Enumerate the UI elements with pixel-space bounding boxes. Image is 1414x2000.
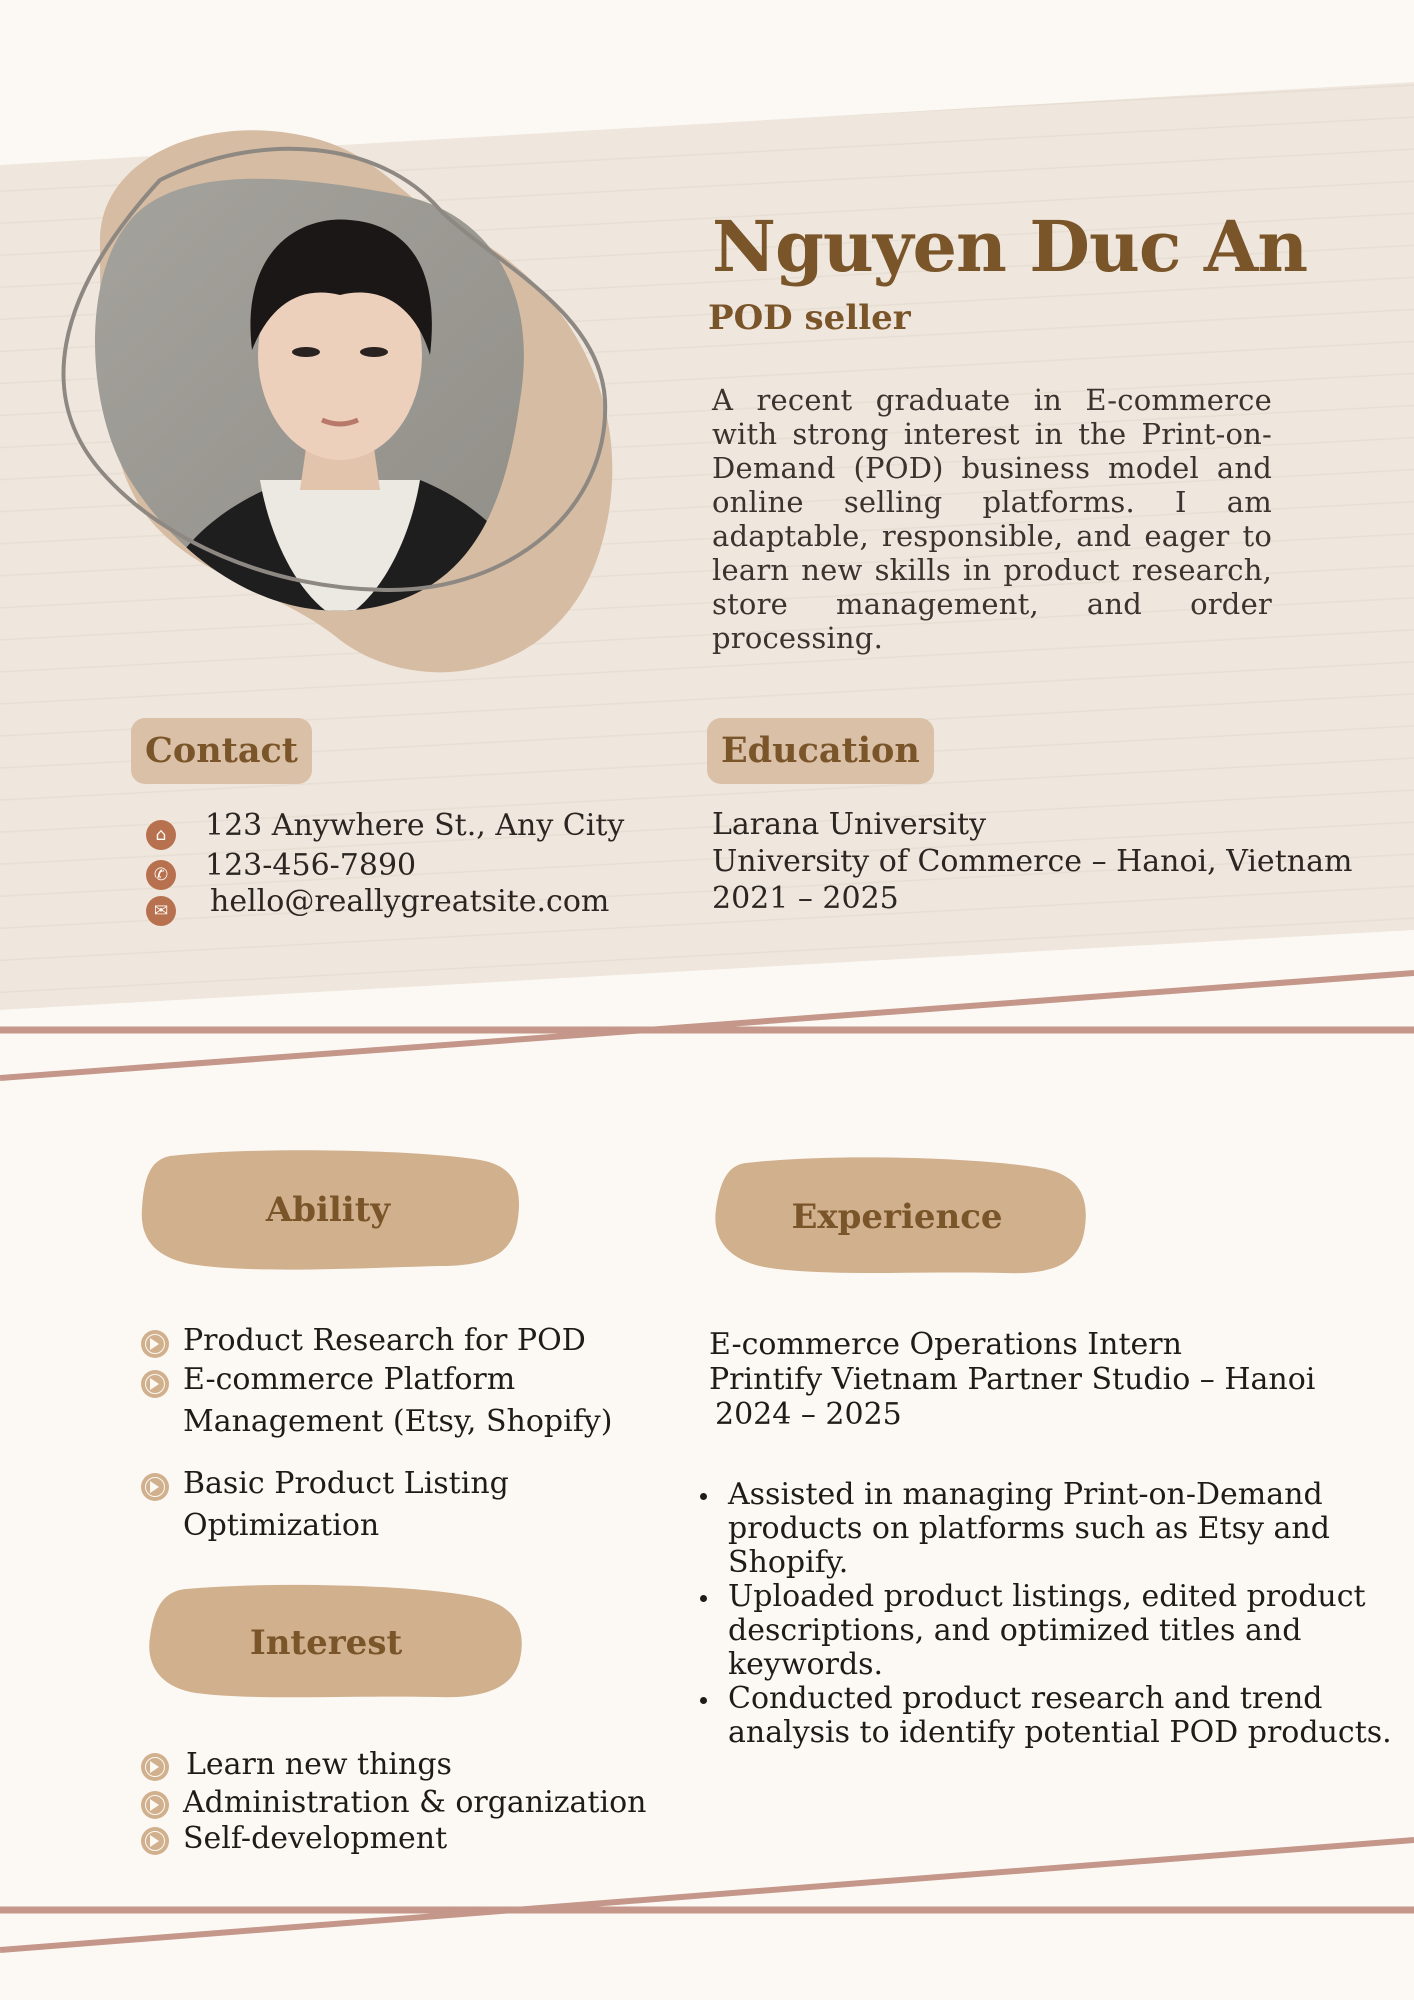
profile-photo [40, 120, 640, 680]
home-icon: ⌂ [146, 820, 176, 850]
experience-company: Printify Vietnam Partner Studio – Hanoi [709, 1362, 1316, 1397]
contact-phone: 123-456-7890 [205, 848, 417, 883]
contact-address: 123 Anywhere St., Any City [205, 808, 625, 843]
ability-item-2: E-commerce Platform [183, 1362, 516, 1397]
ability-item-1: Product Research for POD [183, 1323, 586, 1358]
experience-header [709, 1327, 1315, 1432]
interest-item-3: Self-development [183, 1821, 448, 1856]
experience-bullet-text: Uploaded product listings, edited product descriptions, and optimized titles and keywords. [728, 1579, 1366, 1682]
interest-bullet-icon [141, 1753, 169, 1781]
experience-bullet [698, 1682, 1398, 1750]
ability-bullet-icon [141, 1473, 169, 1501]
experience-bullet-text: Assisted in managing Print-on-Demand products on platforms such as Etsy and Shopify. [728, 1477, 1330, 1580]
interest-bullet-icon [141, 1791, 169, 1819]
interest-heading: Interest [249, 1623, 403, 1663]
ability-bullet-icon [141, 1370, 169, 1398]
profile-role: POD seller [708, 298, 911, 338]
contact-email: hello@reallygreatsite.com [210, 884, 610, 919]
experience-bullets [698, 1478, 1398, 1750]
experience-bullet-text: Conducted product research and trend analysis to identify potential POD products. [728, 1681, 1392, 1750]
profile-name: Nguyen Duc An [712, 205, 1308, 288]
education-details [712, 806, 1352, 917]
bullet-dot-icon [700, 1493, 707, 1500]
experience-position: E-commerce Operations Intern [709, 1327, 1182, 1362]
interest-item-2: Administration & organization [183, 1785, 647, 1820]
ability-heading: Ability [265, 1190, 391, 1230]
education-school: Larana University [712, 807, 987, 842]
mail-icon: ✉ [146, 896, 176, 926]
bullet-dot-icon [700, 1697, 707, 1704]
ability-item-3: Basic Product Listing [183, 1466, 509, 1501]
ability-item-2-cont: Management (Etsy, Shopify) [183, 1404, 613, 1439]
ability-bullet-icon [141, 1330, 169, 1358]
education-years: 2021 – 2025 [712, 881, 899, 916]
education-heading: Education [707, 718, 934, 784]
contact-heading: Contact [131, 718, 312, 784]
experience-bullet [698, 1478, 1398, 1580]
experience-bullet [698, 1580, 1398, 1682]
experience-period: 2024 – 2025 [715, 1397, 902, 1432]
interest-item-1: Learn new things [186, 1747, 452, 1782]
ability-item-3-cont: Optimization [183, 1508, 380, 1543]
interest-bullet-icon [141, 1827, 169, 1855]
profile-summary: A recent graduate in E-commerce with strong interest in the Print-on-Demand (POD) business model and online selling platforms. I am adaptable, responsible, and eager to learn new skills in product research, store management, and order processing. [712, 383, 1272, 655]
education-university: University of Commerce – Hanoi, Vietnam [712, 844, 1353, 879]
phone-icon: ✆ [146, 860, 176, 890]
experience-heading: Experience [791, 1197, 1003, 1237]
bullet-dot-icon [700, 1595, 707, 1602]
